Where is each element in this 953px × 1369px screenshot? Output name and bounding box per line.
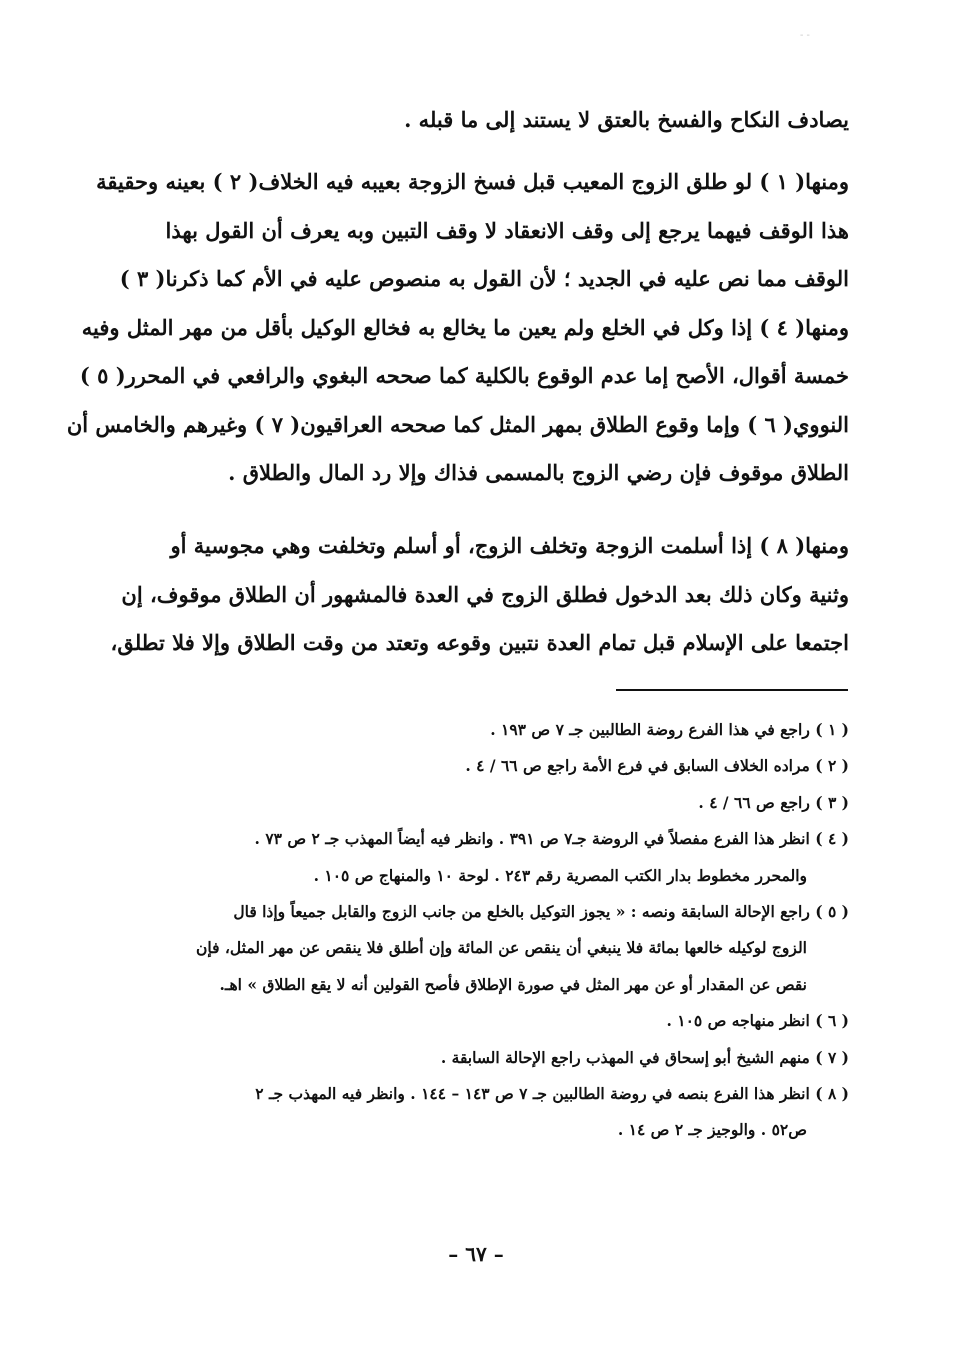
footnote-line: ( ١ ) راجع في هذا الفرع روضة الطالبين جـ ٧ ص ١٩٣ . bbox=[490, 720, 849, 739]
text-line: يصادف النكاح والفسخ بالعتق لا يستند إلى ما قبله . bbox=[404, 107, 849, 132]
footnote-line: ( ٥ ) راجع الإحالة السابقة ونصه : « يجوز التوكيل بالخلع من جانب الزوج والقابل جميعاً وإذا قال bbox=[233, 901, 849, 921]
footnote-line: ( ٤ ) انظر هذا الفرع مفصلاً في الروضة جـ٧ ص ٣٩١ . وانظر فيه أيضاً المهذب جـ ٢ ص ٧٣ . bbox=[254, 829, 849, 849]
footnote-line: ( ٨ ) انظر هذا الفرع بنصه في روضة الطالبين جـ ٧ ص ١٤٣ – ١٤٤ . وانظر فيه المهذب جـ ٢ bbox=[255, 1083, 849, 1103]
footnote-line: الزوج لوكيله خالعها بمائة فلا ينبغي أن ينقص عن المائة وإن أطلق فلا ينقص عن مهر المثل، فإن bbox=[196, 938, 807, 958]
paragraph-1 bbox=[107, 96, 849, 145]
footnote-line: نقص عن المقدار أو عن مهر المثل في صورة الإطلاق فأصح القولين أنه لا يقع الطلاق » اهـ. bbox=[219, 974, 807, 994]
paragraph-2 bbox=[66, 158, 849, 498]
text-line: ومنها( ٨ ) إذا أسلمت الزوجة وتخلف الزوج، أو أسلم وتخلفت وهي مجوسية أو bbox=[170, 533, 849, 558]
footnote-line: والمحرر مخطوط بدار الكتب المصرية رقم ٢٤٣ . لوحة ١٠ والمنهاج ص ١٠٥ . bbox=[313, 865, 807, 885]
text-line: الطلاق موقوف فإن رضي الزوج بالمسمى فذاك وإلا رد المال والطلاق . bbox=[228, 460, 849, 485]
text-line: هذا الوقف فيهما يرجع إلى وقف الانعقاد لا وقف التبين وبه يعرف أن القول بهذا bbox=[165, 217, 849, 243]
scan-mark: ‐ ‐ bbox=[800, 30, 810, 41]
footnote-separator bbox=[616, 689, 848, 691]
footnote-line: ( ٧ ) منهم الشيخ أبو إسحاق في المهذب راجع الإحالة السابقة . bbox=[440, 1047, 849, 1067]
text-line: ومنها( ٤ ) إذا وكل في الخلع ولم يعين ما يخالع به فخالع الوكيل بأقل من مهر المثل وفيه bbox=[81, 314, 849, 340]
footnote-line: ( ٦ ) انظر منهاجه ص ١٠٥ . bbox=[666, 1011, 849, 1031]
footnote-4 bbox=[107, 821, 849, 894]
text-line: خمسة أقوال، الأصح إما عدم الوقوع بالكلية كما صححه البغوي والرافعي في المحرر( ٥ ) bbox=[79, 363, 849, 388]
footnote-line: ( ٢ ) مراده الخلاف السابق في فرع الأمة راجع ص ٦٦ / ٤ . bbox=[465, 756, 849, 776]
footnote-2 bbox=[107, 748, 849, 784]
page-number: – ٦٧ – bbox=[448, 1242, 504, 1266]
text-line: وثنية وكان ذلك بعد الدخول فطلق الزوج في العدة فالمشهور أن الطلاق موقوف، إن bbox=[121, 581, 849, 607]
text-line: النووي( ٦ ) وإما وقوع الطلاق بمهر المثل كما صححه العراقيون( ٧ ) وغيرهم والخامس أن bbox=[66, 411, 849, 437]
paragraph-3 bbox=[107, 522, 849, 668]
footnote-5 bbox=[107, 894, 849, 1003]
text-line: الوقف مما نص عليه في الجديد ؛ لأن القول به منصوص عليه في الأم كما ذكرنا( ٣ ) bbox=[119, 266, 849, 291]
footnote-8 bbox=[107, 1076, 849, 1149]
footnote-line: ( ٣ ) راجع ص ٦٦ / ٤ . bbox=[698, 792, 849, 812]
footnote-6 bbox=[107, 1003, 849, 1039]
text-line: اجتمعا على الإسلام قبل تمام العدة نتبين وقوعه وتعتد من وقت الطلاق وإلا فلا تطلق، bbox=[110, 630, 849, 655]
footnote-7 bbox=[107, 1040, 849, 1076]
footnote-3 bbox=[107, 785, 849, 821]
footnote-1 bbox=[107, 712, 849, 748]
text-line: ومنها( ١ ) لو طلق الزوج المعيب قبل فسخ الزوجة بعيبه فيه الخلاف( ٢ ) بعينه وحقيقة bbox=[96, 169, 849, 194]
footnotes bbox=[107, 712, 849, 1149]
footnote-line: ص٥٢ . والوجيز جـ ٢ ص ١٤ . bbox=[617, 1120, 807, 1140]
